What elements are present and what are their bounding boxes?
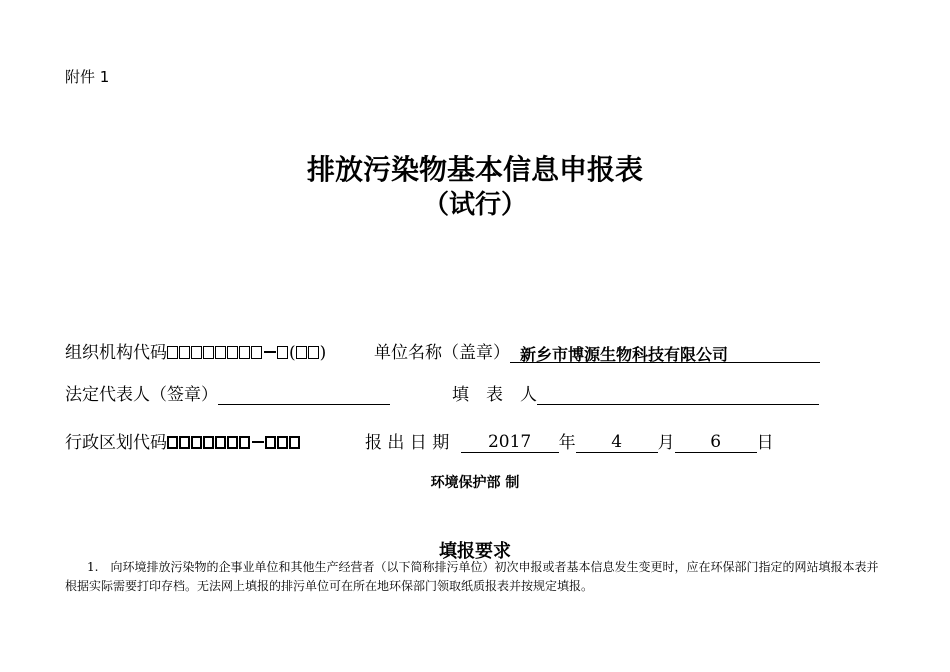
year-label: 年: [558, 433, 576, 453]
org-code-paren-close: ): [319, 343, 327, 363]
day-label: 日: [756, 433, 774, 453]
org-code-check-boxes[interactable]: [296, 343, 320, 363]
month-label: 月: [657, 433, 675, 453]
org-code-boxes[interactable]: [167, 343, 289, 363]
filler-field[interactable]: [537, 384, 819, 405]
filler-row: [452, 380, 819, 405]
region-code-label: 行政区划代码: [65, 433, 167, 453]
form-title: 排放污染物基本信息申报表: [306, 153, 643, 186]
issuer-label: 环境保护部 制: [430, 475, 520, 491]
legal-rep-row: [65, 380, 390, 405]
attachment-label: 附件 1: [65, 68, 110, 86]
unit-name-row: [374, 338, 820, 363]
report-year-field[interactable]: 2017: [461, 432, 559, 453]
form-subtitle: （试行）: [422, 190, 527, 220]
filler-label: 填 表 人: [452, 385, 537, 405]
unit-name-field[interactable]: 新乡市博源生物科技有限公司: [510, 342, 820, 363]
legal-rep-signature-field[interactable]: [218, 384, 390, 405]
requirement-item-1: 1. 向环境排放污染物的企事业单位和其他生产经营者（以下简称排污单位）初次申报或者基本信息发生变更时，应在环保部门指定的网站填报本表并根据实际需要打印存档。无法网上填报的排污单位可在所在地环保部门领取纸质报表并按规定填报。: [65, 560, 879, 593]
org-code-label: 组织机构代码: [65, 343, 167, 363]
report-month-field[interactable]: 4: [576, 432, 658, 453]
report-date-row: [365, 428, 774, 453]
legal-rep-label: 法定代表人（签章）: [65, 385, 218, 405]
report-day-field[interactable]: 6: [675, 432, 757, 453]
org-code-paren-open: (: [289, 343, 296, 363]
region-code-boxes[interactable]: [167, 433, 301, 453]
unit-name-label: 单位名称（盖章）: [374, 343, 510, 363]
org-code-row: [65, 338, 326, 363]
requirements-title: 填报要求: [439, 541, 511, 562]
region-code-row: [65, 428, 301, 453]
report-date-label: 报 出 日 期: [365, 433, 450, 453]
